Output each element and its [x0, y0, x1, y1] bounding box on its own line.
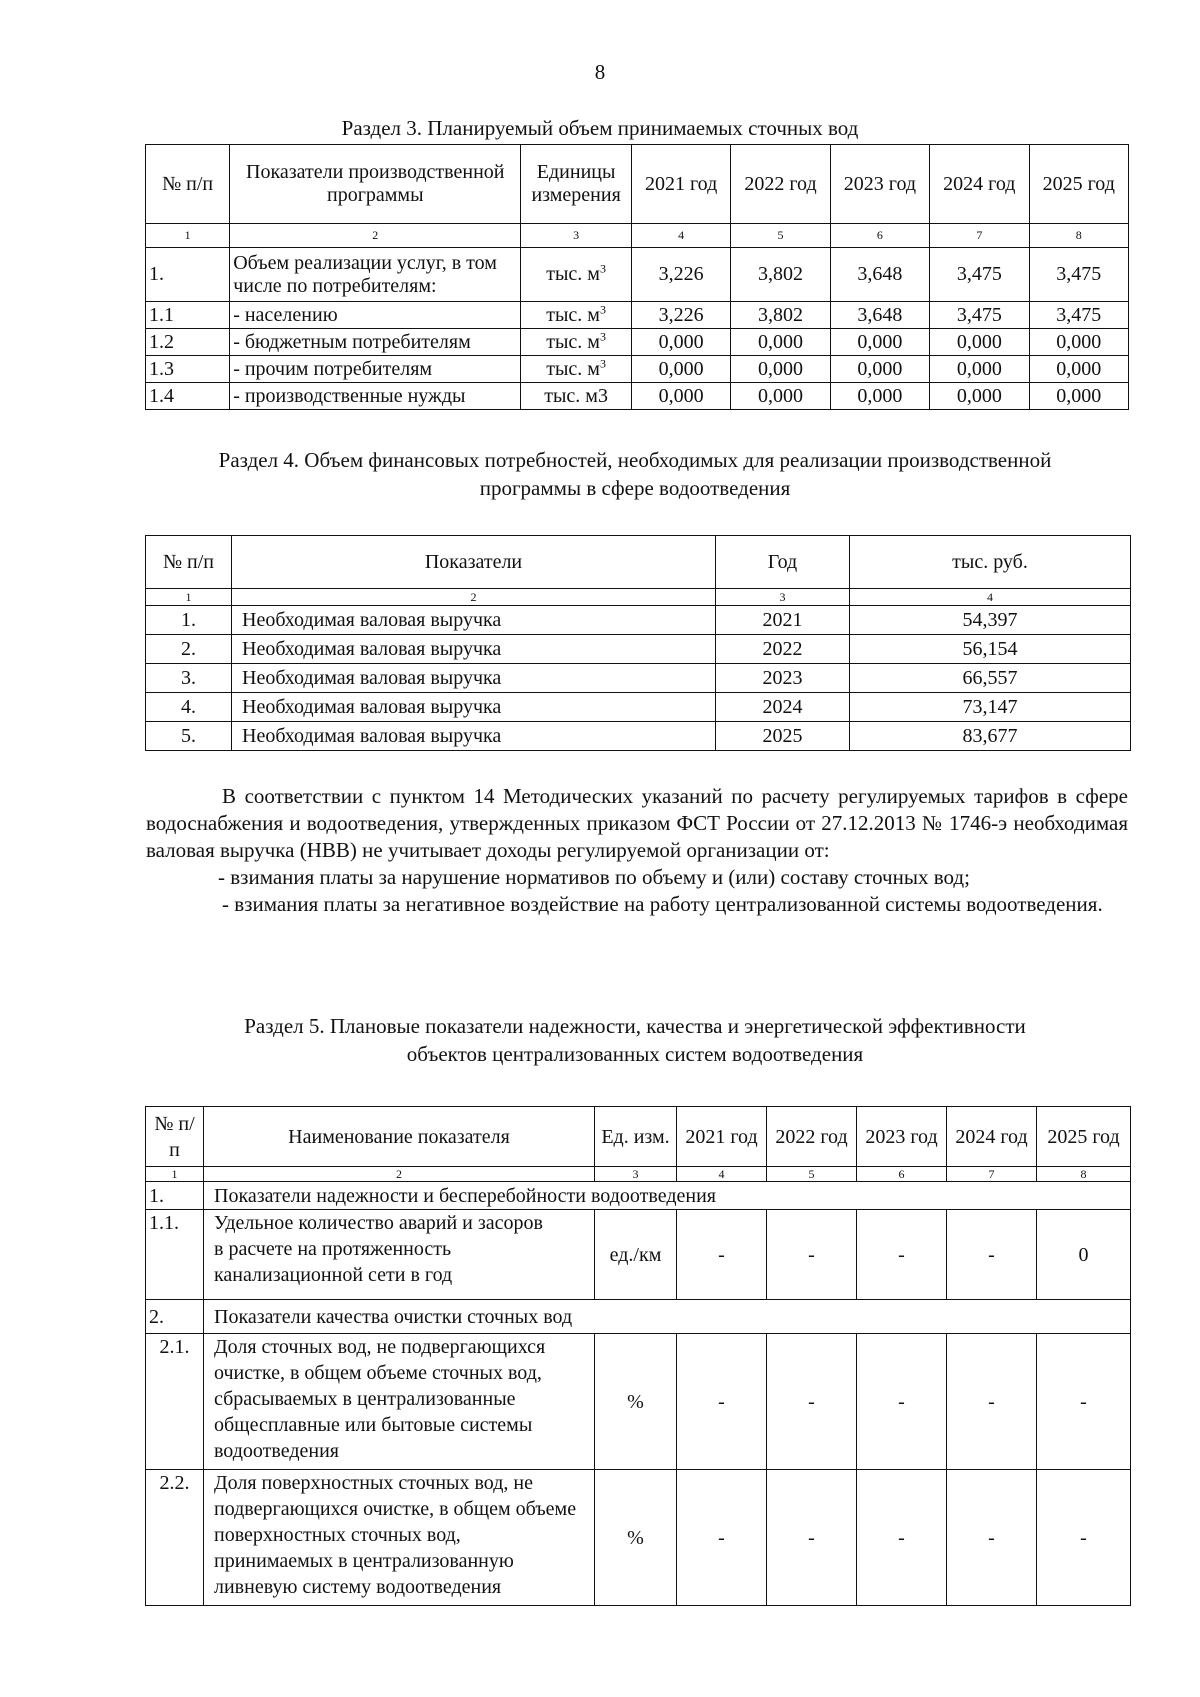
row-number: 1.1. — [146, 1210, 204, 1300]
row-value: - — [767, 1210, 857, 1300]
row-unit: тыс. $м^3$ — [521, 248, 632, 302]
row-year: 2024 — [716, 693, 850, 722]
section5-table — [145, 1106, 1131, 1606]
row-value: 3,226 — [631, 302, 730, 329]
header-cell: Ед. изм. — [595, 1107, 677, 1167]
section3-table — [145, 144, 1129, 410]
row-number: 1. — [146, 248, 230, 302]
row-value: 0,000 — [830, 329, 929, 356]
column-number: 3 — [595, 1167, 677, 1182]
table-row — [146, 635, 1131, 664]
row-value: 3,475 — [930, 302, 1029, 329]
table-row — [146, 302, 1129, 329]
row-value: - — [677, 1210, 767, 1300]
row-value: 73,147 — [850, 693, 1131, 722]
row-value: - — [947, 1334, 1037, 1470]
table-row — [146, 329, 1129, 356]
row-value: 0 — [1037, 1210, 1131, 1300]
row-name: Необходимая валовая выручка — [232, 693, 716, 722]
paragraph-main: В соответствии с пунктом 14 Методических указаний по расчету регулируемых тарифов в сфере водоснабжения и водоотведения, утвержденных приказом ФСТ России от 27.12.2013 № 1746-э необходимая валовая выручка (НВВ) не учитывает доходы регулируемой организации от: — [146, 784, 1128, 862]
header-cell: Год — [716, 536, 850, 589]
row-name: Доля сточных вод, не подвергающихся очистке, в общем объеме сточных вод, сбрасываемых в централизованные общесплавные или бытовые системы водоотведения — [204, 1334, 595, 1470]
section5-header-row — [146, 1107, 1131, 1167]
row-value: 0,000 — [731, 356, 830, 383]
row-value: 3,475 — [930, 248, 1029, 302]
row-value: - — [857, 1334, 947, 1470]
header-cell: Показатели — [232, 536, 716, 589]
section5-title: Раздел 5. Плановые показатели надежности, качества и энергетической эффективности объектов централизованных систем водоотведения — [244, 1014, 1026, 1066]
row-name: Необходимая валовая выручка — [232, 722, 716, 751]
row-name: Доля поверхностных сточных вод, не подвергающихся очистке, в общем объеме поверхностных сточных вод, принимаемых в централизованную ливневую систему водоотведения — [204, 1470, 595, 1606]
header-cell: № п/п — [146, 536, 232, 589]
section3-header-row — [146, 145, 1129, 224]
row-unit: % — [595, 1334, 677, 1470]
row-value: 3,226 — [631, 248, 730, 302]
header-cell: 2024 год — [947, 1107, 1037, 1167]
column-number: 8 — [1037, 1167, 1131, 1182]
table-row — [146, 248, 1129, 302]
column-number: 2 — [204, 1167, 595, 1182]
group-number: 2. — [146, 1300, 204, 1334]
row-value: 0,000 — [631, 329, 730, 356]
row-value: 0,000 — [830, 356, 929, 383]
row-name: - населению — [230, 302, 521, 329]
column-number-row — [146, 224, 1129, 248]
row-value: - — [677, 1334, 767, 1470]
row-name: - бюджетным потребителям — [230, 329, 521, 356]
column-number: 5 — [731, 224, 830, 248]
row-name: Необходимая валовая выручка — [232, 606, 716, 635]
group-row — [146, 1300, 1131, 1334]
header-cell: 2023 год — [857, 1107, 947, 1167]
row-value: - — [677, 1470, 767, 1606]
row-value: - — [767, 1470, 857, 1606]
row-value: 0,000 — [1029, 383, 1128, 410]
row-number: 1. — [146, 606, 232, 635]
row-year: 2025 — [716, 722, 850, 751]
row-number: 2.2. — [146, 1470, 204, 1606]
row-value: 3,648 — [830, 248, 929, 302]
column-number: 2 — [230, 224, 521, 248]
row-name: Удельное количество аварий и засоров в расчете на протяженность канализационной сети в год — [204, 1210, 595, 1300]
row-value: 3,648 — [830, 302, 929, 329]
column-number-row — [146, 589, 1131, 606]
row-value: 0,000 — [1029, 356, 1128, 383]
column-number: 3 — [521, 224, 632, 248]
column-number: 6 — [857, 1167, 947, 1182]
section3-title: Раздел 3. Планируемый объем принимаемых сточных вод — [341, 116, 859, 140]
paragraph-bullet: - взимания платы за негативное воздействие на работу централизованной системы водоотведения. — [222, 892, 1103, 916]
column-number: 8 — [1029, 224, 1128, 248]
row-unit: тыс. м3 — [521, 383, 632, 410]
header-cell: 2022 год — [767, 1107, 857, 1167]
row-number: 1.4 — [146, 383, 230, 410]
row-value: - — [947, 1470, 1037, 1606]
row-number: 3. — [146, 664, 232, 693]
header-cell: тыс. руб. — [850, 536, 1131, 589]
column-number: 7 — [930, 224, 1029, 248]
table-row — [146, 356, 1129, 383]
row-value: - — [1037, 1334, 1131, 1470]
header-cell: 2024 год — [930, 145, 1029, 224]
table-row — [146, 606, 1131, 635]
column-number: 4 — [631, 224, 730, 248]
table-row — [146, 1210, 1131, 1300]
column-number: 1 — [146, 1167, 204, 1182]
header-cell: 2023 год — [830, 145, 929, 224]
row-value: 83,677 — [850, 722, 1131, 751]
column-number: 4 — [850, 589, 1131, 606]
header-cell: Показатели производственной программы — [230, 145, 521, 224]
row-year: 2021 — [716, 606, 850, 635]
row-value: 3,802 — [731, 302, 830, 329]
column-number: 3 — [716, 589, 850, 606]
row-value: 54,397 — [850, 606, 1131, 635]
row-value: - — [947, 1210, 1037, 1300]
row-unit: ед./км — [595, 1210, 677, 1300]
row-value: 66,557 — [850, 664, 1131, 693]
section4-title: Раздел 4. Объем финансовых потребностей, необходимых для реализации производственной программы в сфере водоотведения — [218, 448, 1052, 500]
row-name: Необходимая валовая выручка — [232, 635, 716, 664]
column-number: 6 — [830, 224, 929, 248]
paragraph-bullet: - взимания платы за нарушение нормативов по объему и (или) составу сточных вод; — [218, 865, 970, 889]
column-number-row — [146, 1167, 1131, 1182]
table-row — [146, 693, 1131, 722]
row-value: - — [767, 1334, 857, 1470]
header-cell: 2025 год — [1029, 145, 1128, 224]
body-paragraph — [146, 783, 1128, 918]
row-year: 2023 — [716, 664, 850, 693]
group-name: Показатели качества очистки сточных вод — [204, 1300, 1131, 1334]
column-number: 4 — [677, 1167, 767, 1182]
row-value: 3,475 — [1029, 248, 1128, 302]
row-name: Объем реализации услуг, в том числе по потребителям: — [230, 248, 521, 302]
row-value: 56,154 — [850, 635, 1131, 664]
row-unit: тыс. $м^3$ — [521, 329, 632, 356]
section4-header-row — [146, 536, 1131, 589]
page-number: 8 — [594, 60, 606, 84]
row-number: 5. — [146, 722, 232, 751]
row-number: 1.1 — [146, 302, 230, 329]
table-row — [146, 383, 1129, 410]
header-cell: 2022 год — [731, 145, 830, 224]
row-unit: тыс. $м^3$ — [521, 356, 632, 383]
row-unit: тыс. $м^3$ — [521, 302, 632, 329]
row-value: 3,802 — [731, 248, 830, 302]
row-value: 0,000 — [930, 356, 1029, 383]
header-cell: № п/п — [146, 1107, 204, 1167]
table-row — [146, 722, 1131, 751]
header-cell: Наименование показателя — [204, 1107, 595, 1167]
row-value: 0,000 — [731, 383, 830, 410]
header-cell: 2021 год — [631, 145, 730, 224]
column-number: 7 — [947, 1167, 1037, 1182]
header-cell: 2025 год — [1037, 1107, 1131, 1167]
column-number: 2 — [232, 589, 716, 606]
header-cell: Единицы измерения — [521, 145, 632, 224]
column-number: 1 — [146, 589, 232, 606]
table-row — [146, 664, 1131, 693]
row-value: 0,000 — [1029, 329, 1128, 356]
row-unit: % — [595, 1470, 677, 1606]
row-value: 0,000 — [930, 329, 1029, 356]
group-number: 1. — [146, 1182, 204, 1210]
row-number: 2.1. — [146, 1334, 204, 1470]
row-number: 1.3 — [146, 356, 230, 383]
column-number: 1 — [146, 224, 230, 248]
header-cell: № п/п — [146, 145, 230, 224]
row-value: 0,000 — [930, 383, 1029, 410]
row-value: 0,000 — [731, 329, 830, 356]
row-number: 4. — [146, 693, 232, 722]
row-value: 3,475 — [1029, 302, 1128, 329]
header-cell: 2021 год — [677, 1107, 767, 1167]
row-value: 0,000 — [631, 383, 730, 410]
column-number: 5 — [767, 1167, 857, 1182]
section4-table — [145, 535, 1131, 751]
row-number: 1.2 — [146, 329, 230, 356]
row-value: - — [857, 1210, 947, 1300]
row-name: Необходимая валовая выручка — [232, 664, 716, 693]
row-name: - прочим потребителям — [230, 356, 521, 383]
row-value: - — [857, 1470, 947, 1606]
row-name: - производственные нужды — [230, 383, 521, 410]
group-row — [146, 1182, 1131, 1210]
row-number: 2. — [146, 635, 232, 664]
row-year: 2022 — [716, 635, 850, 664]
row-value: - — [1037, 1470, 1131, 1606]
row-value: 0,000 — [631, 356, 730, 383]
row-value: 0,000 — [830, 383, 929, 410]
group-name: Показатели надежности и бесперебойности водоотведения — [204, 1182, 1131, 1210]
table-row — [146, 1334, 1131, 1470]
table-row — [146, 1470, 1131, 1606]
